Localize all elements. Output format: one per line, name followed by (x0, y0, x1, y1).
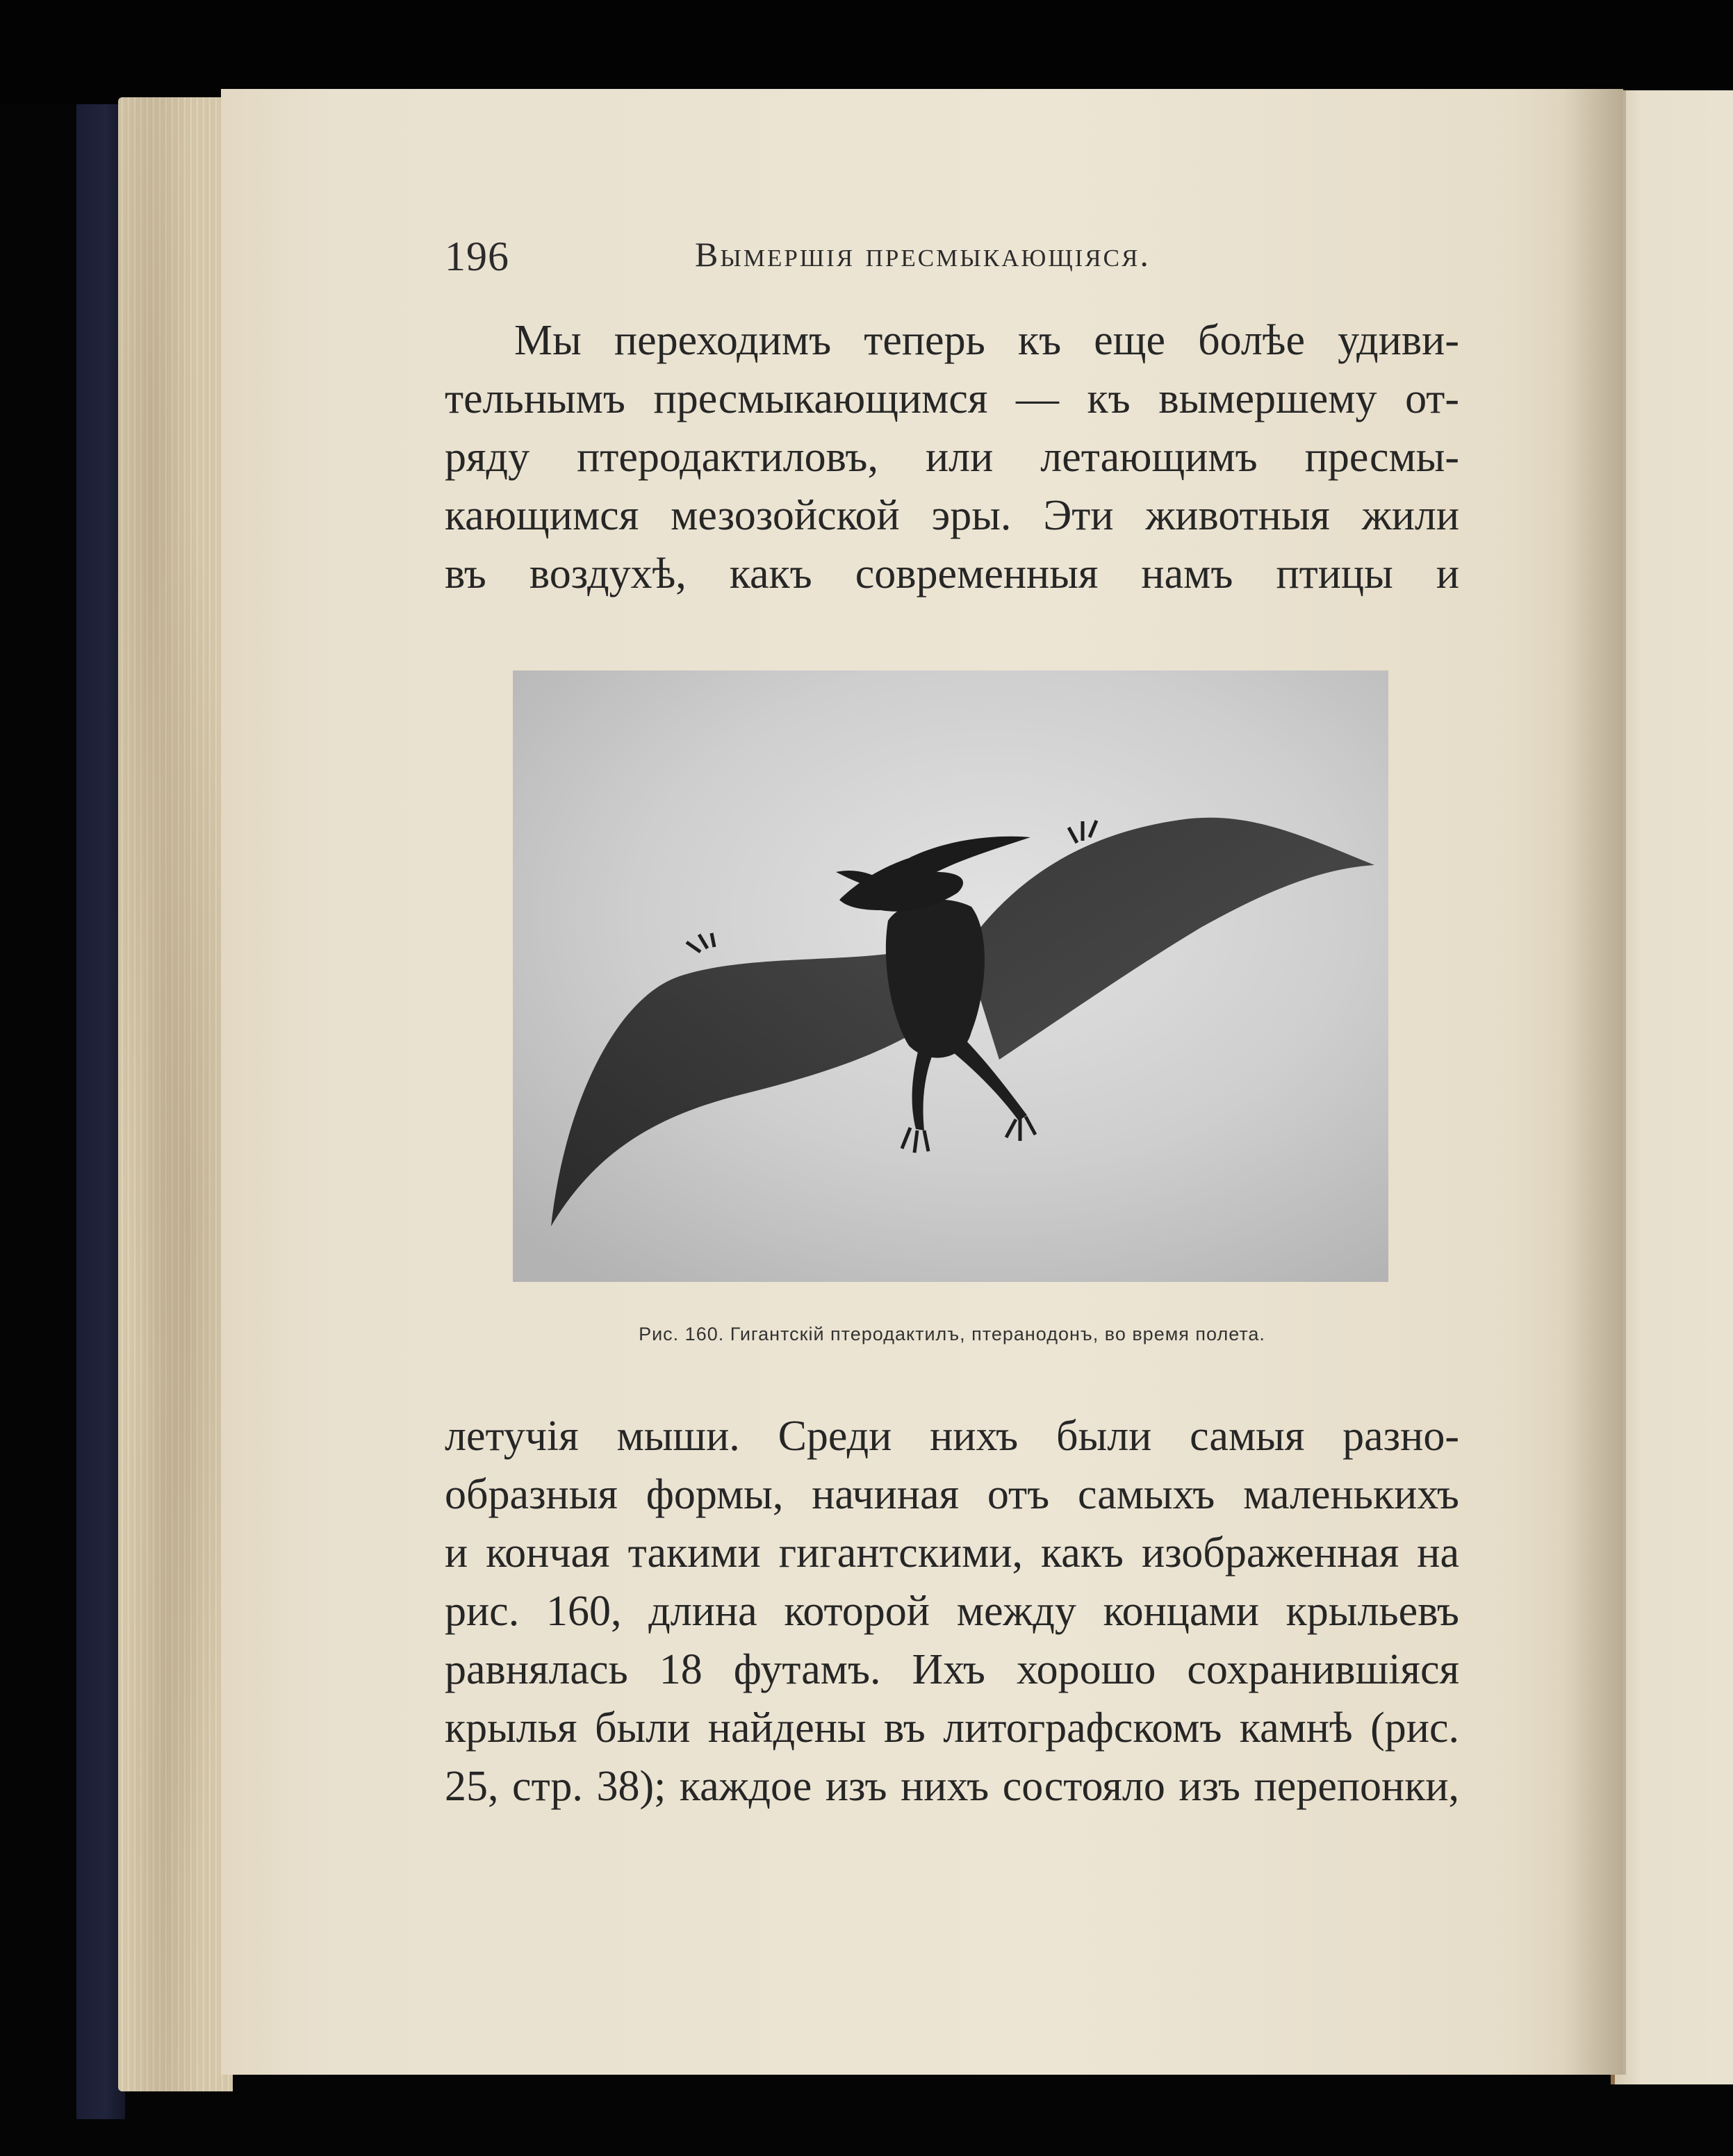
paragraph-bottom (445, 1407, 1459, 1816)
page-gutter-shadow (1563, 89, 1626, 2075)
paragraph-top (445, 311, 1459, 603)
text-line: равнялась 18 футамъ. Ихъ хорошо сохранившіяся (445, 1646, 1459, 1693)
page-number: 196 (445, 233, 509, 279)
text-line: въ воздухѣ, какъ современныя намъ птицы и (445, 550, 1459, 598)
text-line: и кончая такими гигантскими, какъ изображенная на (445, 1529, 1459, 1577)
text-line: 25, стр. 38); каждое изъ нихъ состояло изъ перепонки, (445, 1763, 1459, 1810)
page-header (445, 233, 1452, 288)
text-line: образныя формы, начиная отъ самыхъ маленькихъ (445, 1471, 1459, 1518)
running-title: Вымершія пресмыкающіяся. (695, 235, 1151, 274)
text-line: тельнымъ пресмыкающимся — къ вымершему от- (445, 375, 1459, 422)
facing-page (1612, 90, 1733, 2084)
text-line: рис. 160, длина которой между концами крыльевъ (445, 1588, 1459, 1635)
page-edge-marbling (118, 97, 233, 2091)
text-line: кающимся мезозойской эры. Эти животныя жили (445, 492, 1459, 539)
text-line: Мы переходимъ теперь къ еще болѣе удиви- (514, 317, 1459, 364)
text-line: ряду птеродактиловъ, или летающимъ пресмы- (445, 434, 1459, 481)
pteranodon-illustration (513, 670, 1388, 1282)
pteranodon-drawing (513, 670, 1388, 1282)
text-line: крылья были найдены въ литографскомъ камнѣ (рис. (445, 1704, 1459, 1752)
text-line: летучія мыши. Среди нихъ были самыя разно- (445, 1413, 1459, 1460)
figure-caption: Рис. 160. Гигантскій птеродактилъ, птеранодонъ, во время полета. (639, 1324, 1265, 1344)
